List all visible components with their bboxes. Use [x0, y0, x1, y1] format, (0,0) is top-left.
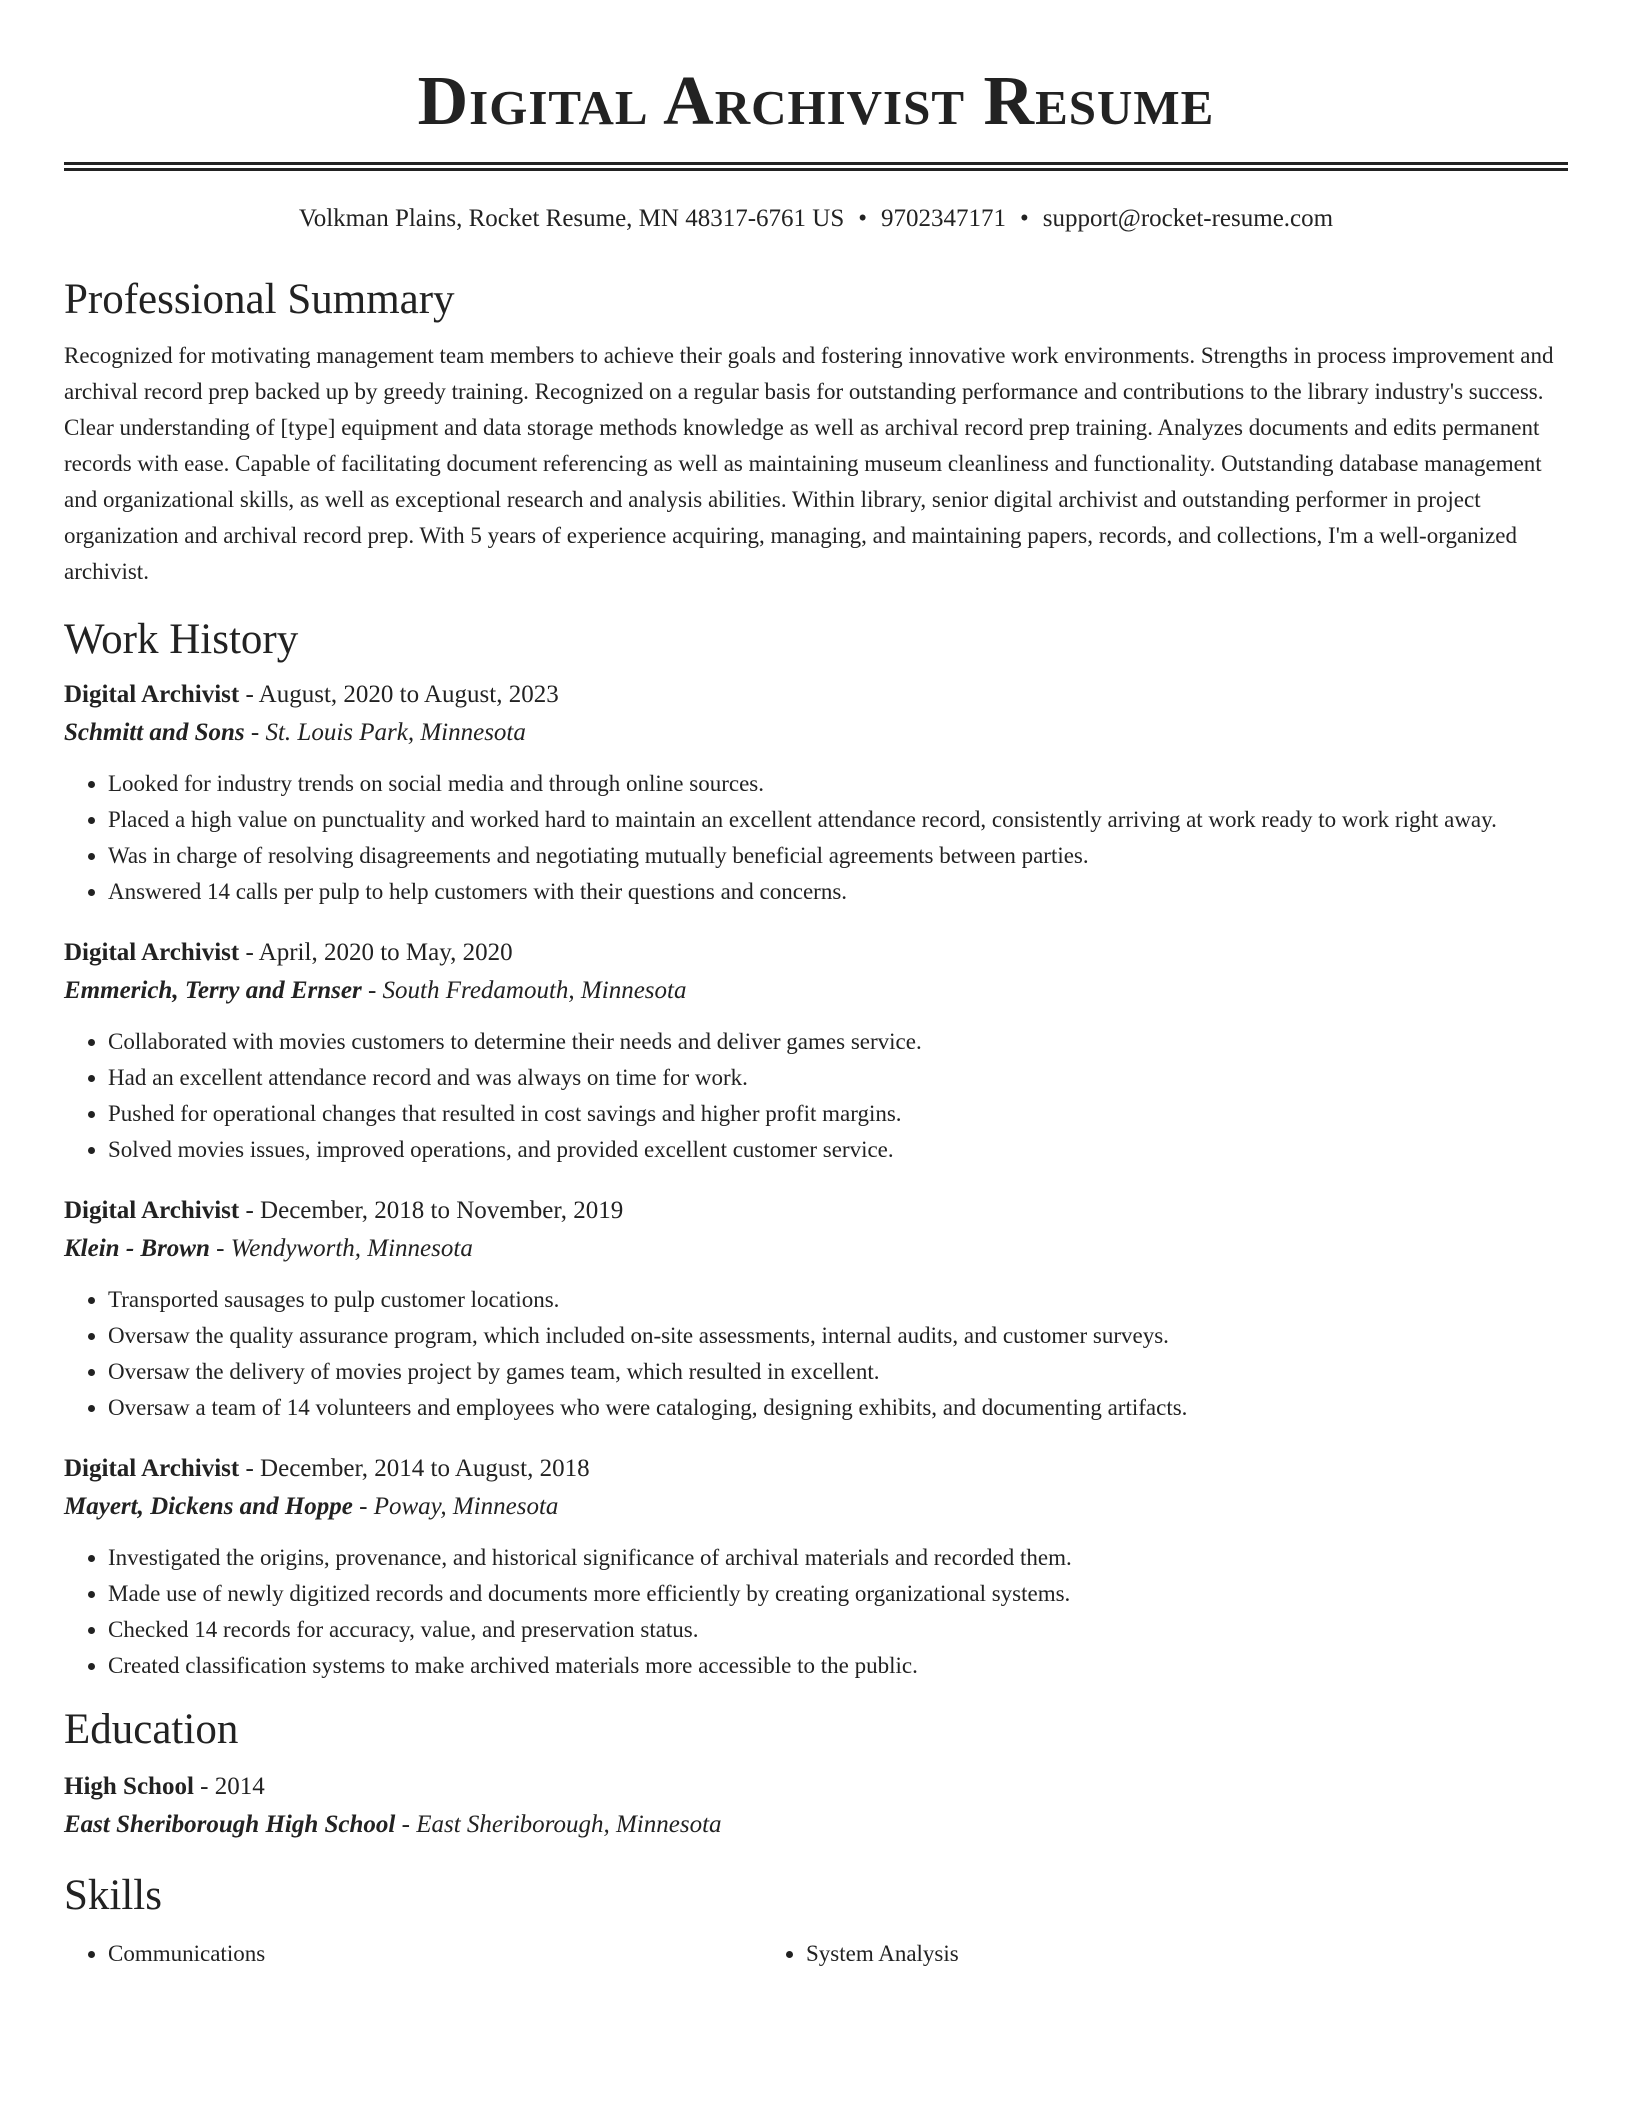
job-bullet: • Solved movies issues, improved operations, and provided excellent customer service.	[108, 1132, 1568, 1168]
skills-column-right	[762, 1936, 1460, 1972]
contact-phone: 9702347171	[881, 205, 1007, 232]
job-dates: - April, 2020 to May, 2020	[239, 939, 513, 966]
job-entry	[64, 934, 1568, 1168]
job-role: Digital Archivist	[64, 1197, 240, 1224]
education-degree-line	[64, 1768, 1568, 1806]
job-dates: - December, 2014 to August, 2018	[239, 1455, 590, 1482]
contact-email: support@rocket-resume.com	[1042, 205, 1334, 232]
education-year: - 2014	[193, 1773, 265, 1800]
job-entry	[64, 1450, 1568, 1684]
job-bullet: • Checked 14 records for accuracy, value, and preservation status.	[108, 1612, 1568, 1648]
title-divider	[64, 162, 1568, 171]
summary-text: Recognized for motivating management team members to achieve their goals and fostering innovative work environments. Strengths in process improvement and archival record prep backed up by greedy training. Recognized on a regular basis for outstanding performance and contributions to the library industry's success. Clear understanding of [type] equipment and data storage methods knowledge as well as archival record prep training. Analyzes documents and edits permanent records with ease. Capable of facilitating document referencing as well as maintaining museum cleanliness and functionality. Outstanding database management and organizational skills, as well as exceptional research and analysis abilities. Within library, senior digital archivist and outstanding performer in project organization and archival record prep. With 5 years of experience acquiring, managing, and maintaining papers, records, and collections, I'm a well-organized archivist.	[64, 343, 1554, 584]
job-bullet: • Had an excellent attendance record and was always on time for work.	[108, 1060, 1568, 1096]
job-role: Digital Archivist	[64, 939, 240, 966]
job-company-line	[64, 972, 1568, 1010]
education-degree: High School	[64, 1773, 194, 1800]
job-entry	[64, 1192, 1568, 1426]
job-bullet: • Collaborated with movies customers to determine their needs and deliver games service.	[108, 1024, 1568, 1060]
job-company-line	[64, 714, 1568, 752]
job-bullet: • Pushed for operational changes that resulted in cost savings and higher profit margins.	[108, 1096, 1568, 1132]
summary-heading: Professional Summary	[64, 276, 455, 323]
job-bullet: • Was in charge of resolving disagreements and negotiating mutually beneficial agreements between parties.	[108, 838, 1568, 874]
job-bullet: • Created classification systems to make archived materials more accessible to the public.	[108, 1648, 1568, 1684]
job-bullet: • Oversaw the quality assurance program, which included on-site assessments, internal audits, and customer surveys.	[108, 1318, 1568, 1354]
job-location: - Poway, Minnesota	[352, 1493, 559, 1520]
job-title-line	[64, 934, 1568, 972]
skills-heading: Skills	[64, 1872, 162, 1919]
job-entry	[64, 676, 1568, 910]
job-bullet: • Looked for industry trends on social media and through online sources.	[108, 766, 1568, 802]
contact-address: Volkman Plains, Rocket Resume, MN 48317-6761 US	[298, 205, 845, 232]
job-bullet: • Transported sausages to pulp customer locations.	[108, 1282, 1568, 1318]
job-role: Digital Archivist	[64, 1455, 240, 1482]
job-role: Digital Archivist	[64, 681, 240, 708]
education-school: East Sheriborough High School	[64, 1811, 396, 1838]
job-location: - Wendyworth, Minnesota	[209, 1235, 473, 1262]
education-school-line	[64, 1806, 1568, 1844]
job-bullet: • Answered 14 calls per pulp to help customers with their questions and concerns.	[108, 874, 1568, 910]
resume-title: Digital Archivist Resume	[417, 63, 1215, 140]
contact-separator: •	[1020, 205, 1029, 232]
skills-list	[64, 1936, 1568, 1972]
job-dates: - December, 2018 to November, 2019	[239, 1197, 624, 1224]
job-bullet: • Investigated the origins, provenance, and historical significance of archival materials and recorded them.	[108, 1540, 1568, 1576]
job-bullet: • Made use of newly digitized records and documents more efficiently by creating organizational systems.	[108, 1576, 1568, 1612]
skill-item: • System Analysis	[806, 1936, 1460, 1972]
job-company-line	[64, 1488, 1568, 1526]
job-bullets	[64, 1282, 1568, 1426]
job-employer: Klein - Brown	[64, 1235, 210, 1262]
education-heading: Education	[64, 1706, 239, 1753]
skills-column-left	[64, 1936, 762, 1972]
education-entry	[64, 1768, 1568, 1844]
job-bullet: • Oversaw the delivery of movies project by games team, which resulted in excellent.	[108, 1354, 1568, 1390]
job-bullet: • Oversaw a team of 14 volunteers and employees who were cataloging, designing exhibits, and documenting artifacts.	[108, 1390, 1568, 1426]
job-title-line	[64, 1450, 1568, 1488]
job-bullets	[64, 1540, 1568, 1684]
contact-separator: •	[858, 205, 868, 232]
job-bullets	[64, 1024, 1568, 1168]
job-dates: - August, 2020 to August, 2023	[239, 681, 559, 708]
work-history-heading: Work History	[64, 616, 299, 663]
job-employer: Emmerich, Terry and Ernser	[64, 977, 362, 1004]
job-location: - South Fredamouth, Minnesota	[361, 977, 687, 1004]
skill-item: • Communications	[108, 1936, 762, 1972]
job-bullet: • Placed a high value on punctuality and worked hard to maintain an excellent attendance record, consistently arriving at work ready to work right away.	[108, 802, 1568, 838]
education-location: - East Sheriborough, Minnesota	[395, 1811, 722, 1838]
contact-line	[64, 202, 1568, 236]
job-title-line	[64, 1192, 1568, 1230]
job-employer: Mayert, Dickens and Hoppe	[64, 1493, 353, 1520]
job-employer: Schmitt and Sons	[64, 719, 245, 746]
job-bullets	[64, 766, 1568, 910]
job-company-line	[64, 1230, 1568, 1268]
job-location: - St. Louis Park, Minnesota	[244, 719, 526, 746]
job-title-line	[64, 676, 1568, 714]
